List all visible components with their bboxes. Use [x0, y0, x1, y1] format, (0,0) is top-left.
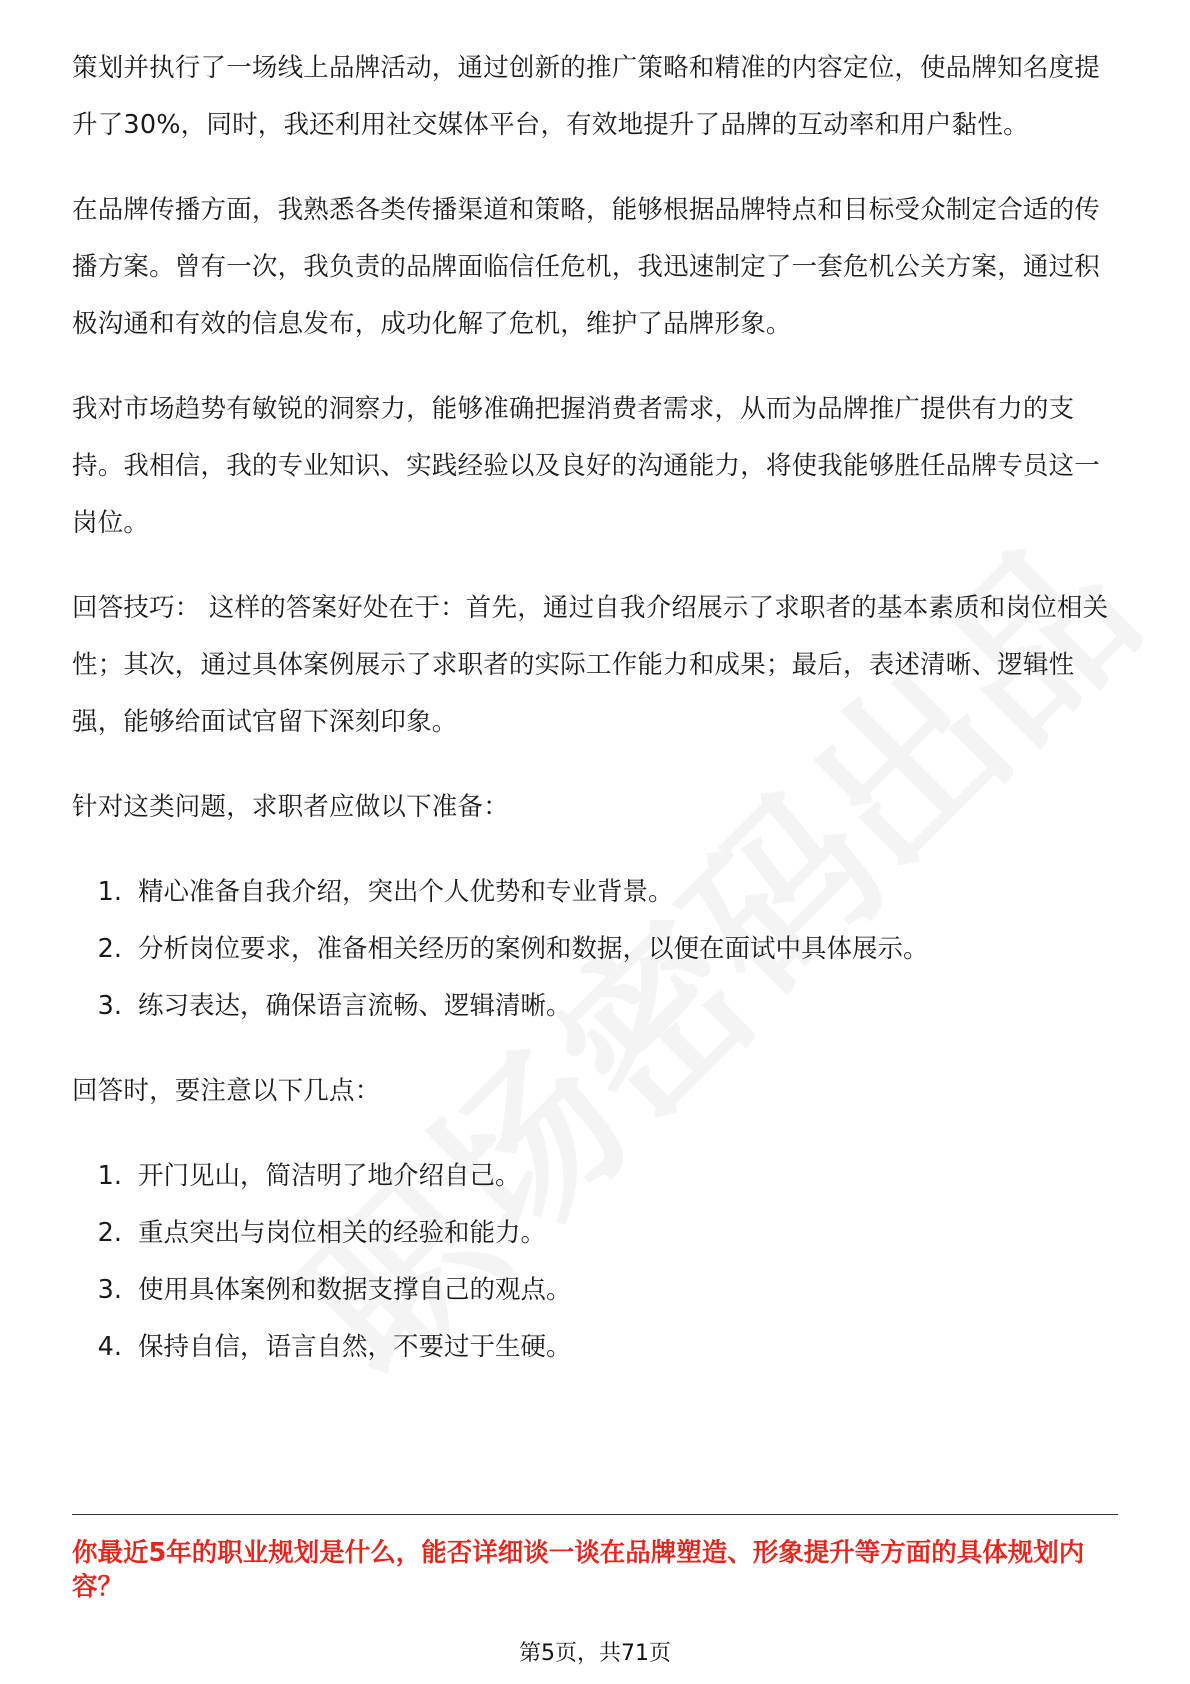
list-number: 1.: [97, 877, 122, 907]
list-number: 4.: [97, 1332, 122, 1362]
list-item: [72, 1319, 1118, 1376]
list-text: 重点突出与岗位相关的经验和能力。: [138, 1218, 547, 1248]
paragraph-market-insight: 我对市场趋势有敏锐的洞察力，能够准确把握消费者需求，从而为品牌推广提供有力的支持。我相信，我的专业知识、实践经验以及良好的沟通能力，将使我能够胜任品牌专员这一岗位。: [72, 394, 1101, 538]
list-text: 使用具体案例和数据支撑自己的观点。: [138, 1275, 572, 1305]
prep-intro: 针对这类问题，求职者应做以下准备：: [72, 792, 509, 822]
list-item: [72, 921, 1118, 978]
list-item: [72, 864, 1118, 921]
list-text: 分析岗位要求，准备相关经历的案例和数据，以便在面试中具体展示。: [138, 934, 929, 964]
list-item: [72, 978, 1118, 1035]
paragraph-achievement: 策划并执行了一场线上品牌活动，通过创新的推广策略和精准的内容定位，使品牌知名度提升了30%，同时，我还利用社交媒体平台，有效地提升了品牌的互动率和用户黏性。: [72, 53, 1101, 140]
list-number: 3.: [97, 1275, 122, 1305]
list-text: 开门见山，简洁明了地介绍自己。: [138, 1161, 521, 1191]
list-item: [72, 1262, 1118, 1319]
next-question-heading: 你最近5年的职业规划是什么，能否详细谈一谈在品牌塑造、形象提升等方面的具体规划内容？: [72, 1538, 1085, 1602]
paragraph-brand-communication: 在品牌传播方面，我熟悉各类传播渠道和策略，能够根据品牌特点和目标受众制定合适的传播方案。曾有一次，我负责的品牌面临信任危机，我迅速制定了一套危机公关方案，通过积极沟通和有效的信息发布，成功化解了危机，维护了品牌形象。: [72, 195, 1101, 339]
notes-list: [72, 1148, 1118, 1376]
list-number: 1.: [97, 1161, 122, 1191]
list-item: [72, 1205, 1118, 1262]
list-text: 练习表达，确保语言流畅、逻辑清晰。: [138, 991, 572, 1021]
list-number: 2.: [97, 1218, 122, 1248]
list-text: 精心准备自我介绍，突出个人优势和专业背景。: [138, 877, 674, 907]
paragraph-answer-tips: 回答技巧： 这样的答案好处在于：首先，通过自我介绍展示了求职者的基本素质和岗位相关性；其次，通过具体案例展示了求职者的实际工作能力和成果；最后，表述清晰、逻辑性强，能够给面试官留下深刻印象。: [72, 593, 1109, 737]
notes-intro: 回答时，要注意以下几点：: [72, 1076, 381, 1106]
page-number-footer: 第5页，共71页: [519, 1641, 671, 1666]
list-number: 2.: [97, 934, 122, 964]
list-item: [72, 1148, 1118, 1205]
list-number: 3.: [97, 991, 122, 1021]
section-divider: [72, 1514, 1118, 1515]
prep-list: [72, 864, 1118, 1035]
list-text: 保持自信，语言自然，不要过于生硬。: [138, 1332, 572, 1362]
document-body: [72, 40, 1118, 1404]
